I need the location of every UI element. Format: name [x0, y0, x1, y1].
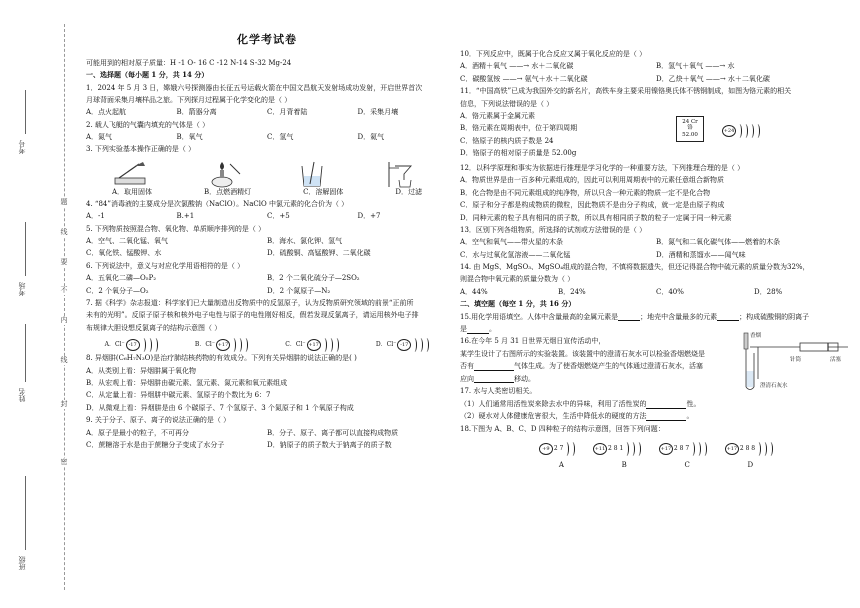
option[interactable]: C．原子和分子都是构成物质的微粒，因此物质不是由分子构成，就一定是由原子构成 [460, 201, 725, 210]
answer-blank[interactable] [646, 413, 686, 421]
ion-options [86, 336, 448, 354]
option[interactable]: B．24% [558, 287, 586, 296]
dissolve-beaker-icon [292, 160, 332, 188]
option[interactable]: A．铬元素属于金属元素 [460, 111, 536, 120]
particle-letter: C [684, 460, 690, 469]
particle-diagrams [460, 437, 852, 461]
question-text: 则混合物中氧元素的质量分数为（ ） [460, 275, 575, 284]
option[interactable]: D．硫酸铜、高锰酸钾、二氧化碳 [267, 249, 371, 258]
answer-blank[interactable] [618, 313, 640, 321]
option[interactable]: D．+7 [357, 212, 381, 221]
option[interactable]: C．氧化铁、锰酸钾、水 [86, 249, 162, 258]
question-text: 7. 据《科学》杂志报道：科学家们已大量制造出反物质中的反氢原子，认为反物质研究领域的前景“正前所 [86, 299, 414, 307]
question-text: 16.在今年 5 月 31 日世界无烟日宣传活动中， [460, 337, 606, 346]
field-exam-number[interactable]: 考号 [18, 140, 32, 154]
option-row [86, 133, 448, 145]
question-text: 8. 异烟肼(C₆H₇N₃O)是治疗肺结核药物的有效成分。下列有关异烟肼的说法正确的是( ) [86, 354, 357, 363]
seal-char: 线 [58, 356, 70, 365]
option[interactable]: B．2 个二氧化硫分子—2SO₂ [267, 274, 360, 283]
option[interactable]: B．箭器分离 [176, 108, 217, 117]
option[interactable]: A．点火起航 [86, 108, 127, 117]
option[interactable]: B．化合物是由不同元素组成的纯净物，所以只含一种元素的物质一定不是化合物 [460, 188, 711, 197]
particle-diagram: +11 2 8 1 [593, 442, 641, 456]
seal-char: 要 [58, 258, 70, 267]
question-text: 17. 水与人类密切相关。 [460, 387, 537, 396]
option-row [86, 237, 448, 249]
question-text: 4. “84”消毒液的主要成分是次氯酸钠（NaClO）。NaClO 中氯元素的化合价为（ ） [86, 199, 349, 208]
option[interactable]: D．同种元素的粒子具有相同的质子数，所以具有相同质子数的粒子一定属于同一种元素 [460, 213, 732, 222]
question-text: 5. 下列物质按照混合物、氧化物、单质顺序排列的是（ ） [86, 224, 266, 233]
question-text: 布规律大胆设想反氯离子的结构示意图（ ） [86, 323, 222, 332]
right-column [460, 0, 852, 471]
question-text: 2. 载人飞艇的气囊内填充的气体是（ ） [86, 120, 210, 129]
apparatus-label: 澄清石灰水 [760, 383, 788, 390]
question-text: 应向 移动。 [460, 374, 535, 383]
option-row [460, 62, 852, 74]
filtration-icon [383, 160, 423, 188]
option[interactable]: B．铬元素在周期表中，位于第四周期 [460, 124, 578, 133]
seal-char: 题 [58, 198, 70, 207]
option[interactable]: D．采集月壤 [357, 108, 399, 117]
option-row [460, 251, 852, 263]
seal-char: 内 [58, 316, 70, 325]
option[interactable]: D．28% [754, 287, 783, 296]
option[interactable]: D．过滤 [395, 187, 422, 196]
option[interactable]: C．氢气 [267, 133, 294, 142]
option[interactable]: C．水与过氧化氢溶液——二氧化锰 [460, 250, 571, 259]
option[interactable]: A．酒精＋氧气 ——→ 水＋二氧化碳 [460, 62, 574, 71]
particle-letter: B [621, 460, 627, 469]
question-text: 14. 由 MgS、MgSO₃、MgSO₄组成的混合物，不慎将数据遗失，但还记得混合物中硫元素的质量分数为32%， [460, 263, 810, 272]
particle-diagram: +17 2 8 8 [725, 442, 773, 456]
left-column [86, 0, 448, 453]
option[interactable]: D．钠原子的质子数大于钠离子的质子数 [267, 440, 392, 449]
field-class[interactable]: 班级 [18, 556, 32, 570]
chromium-structure: +24 [722, 124, 760, 138]
question-text: （2）硬水对人体健康危害很大，生活中降低水的硬度的方法 。 [460, 412, 694, 421]
option-row [86, 274, 448, 286]
option[interactable]: A．物质世界是由一百多种元素组成的，因此可以利用周期表中的元素任意组合新物质 [460, 176, 725, 185]
option[interactable]: C．40% [656, 287, 684, 296]
option-row [86, 287, 448, 299]
particle-letter: D [747, 460, 754, 469]
question-text: 6. 下列说法中，意义与对应化学用语相符的是（ ） [86, 261, 245, 270]
option-row [460, 75, 852, 87]
section-heading: 一、选择题（每小题 1 分，共 14 分） [86, 70, 209, 80]
question-text: 月球背面采集月壤样品之旅。下列探月过程属于化学变化的是（ ） [86, 95, 292, 104]
option[interactable]: B.+1 [176, 212, 195, 221]
particle-diagram: +9 2 7 [539, 442, 576, 456]
alcohol-lamp-icon [202, 160, 242, 188]
element-card: 24 Cr 铬 52.00 [676, 116, 704, 142]
answer-blank[interactable] [646, 401, 686, 409]
option[interactable]: D．从微观上看：异烟肼是由 6 个碳原子、7 个氢原子、3 个氮原子和 1 个氧原子构成 [86, 403, 354, 412]
question-text: 某学生设计了右图所示的实验装置。该装置中的澄清石灰水可以检验香烟燃烧是 [460, 349, 705, 358]
field-exam-room[interactable]: 考场 [18, 282, 32, 296]
option-row [86, 441, 448, 453]
q16-block [460, 333, 852, 390]
option[interactable]: B．氮气和二氧化碳气体——燃着的木条 [656, 238, 781, 247]
question-text: 是 。 [460, 325, 496, 334]
option[interactable]: C．从定量上看：异烟肼中碳元素、氢原子的个数比为 6：7 [86, 391, 271, 400]
option-row [86, 188, 448, 200]
option[interactable]: D．2 个氮原子—N₂ [267, 286, 331, 295]
apparatus-label: 针筒 [790, 357, 802, 364]
question-text: 15.用化学用语填空。人体中含量最高的金属元素是 ；地壳中含量最多的元素 ；构成硫酸铜的阴离子 [460, 312, 810, 321]
option[interactable]: A．取用固体 [111, 187, 153, 196]
ion-diagram[interactable]: C．Cl⁻ +17 [285, 338, 338, 352]
question-text: 18.下图为 A、B、C、D 四种粒子的结构示意图，回答下列问题： [460, 424, 665, 433]
question-text: 信息，下列说法错误的是（ ） [460, 99, 554, 108]
ion-diagram[interactable]: D．Cl⁻ -17 [376, 338, 430, 352]
question-text: 13．区别下列各组物质，所选择的试剂或方法错误的是（ ） [460, 225, 647, 234]
option[interactable]: A．氮气 [86, 133, 113, 142]
ion-diagram[interactable]: A．Cl⁻ -17 [105, 338, 158, 352]
question-text: 1．2024 年 5 月 3 日，嫦娥六号探测器由长征五号运载火箭在中国文昌航天发射场成功发射，开启世界首次 [86, 83, 423, 92]
option[interactable]: D．乙炔＋氧气 ——→ 水＋二氧化碳 [656, 74, 770, 83]
take-solid-icon [111, 160, 151, 188]
option[interactable]: C．碳酸氢铵 ——→ 氨气＋水＋二氧化碳 [460, 74, 588, 83]
option[interactable]: B．氧气 [176, 133, 203, 142]
question-text: 否有 气体生成。为了使香烟燃烧产生的气体通过澄清石灰水，活塞 [460, 362, 703, 371]
answer-blank[interactable] [717, 313, 739, 321]
particle-diagram: +17 2 8 7 [659, 442, 707, 456]
option-row [460, 238, 852, 250]
seal-char: 封 [58, 400, 70, 409]
q11-block [460, 112, 852, 164]
question-text: 10．下列反应中，既属于化合反应又属于氧化反应的是（ ） [460, 50, 647, 58]
option[interactable]: C．蔗糖溶于水是由于蔗糖分子变成了水分子 [86, 440, 225, 449]
option[interactable]: A．44% [460, 287, 488, 296]
option[interactable]: D．氦气 [357, 133, 385, 142]
option[interactable]: C．+5 [267, 212, 290, 221]
option[interactable]: A．空气和氧气——带火星的木条 [460, 238, 564, 247]
option[interactable]: A．原子是最小的粒子，不可再分 [86, 428, 190, 437]
option[interactable]: C．铬原子的核内质子数是 24 [460, 136, 554, 145]
question-text: （1）人们通常用活性炭来除去水中的异味，利用了活性炭的 性。 [460, 399, 701, 408]
particle-letters [460, 461, 852, 471]
seal-char: 密 [58, 458, 70, 467]
option[interactable]: C．月背着陆 [267, 108, 308, 117]
section-heading: 二、填空题（每空 1 分，共 16 分） [460, 299, 576, 309]
option[interactable]: D．酒精和蒸馏水——闻气味 [656, 250, 746, 259]
option-row [86, 249, 448, 261]
option[interactable]: B．点燃酒精灯 [203, 187, 252, 196]
option[interactable]: B．从宏观上看：异烟肼由碳元素、氢元素、氮元素和氧元素组成 [86, 378, 288, 387]
question-text: 9. 关于分子、原子、离子的说法正确的是（ ） [86, 416, 231, 425]
apparatus-label: 活塞 [830, 357, 842, 364]
option[interactable]: A．五氧化二磷—O₅P₂ [86, 274, 157, 283]
apparatus-label: 香烟 [750, 333, 762, 340]
page-title: 化学考试卷 [237, 33, 297, 46]
answer-blank[interactable] [474, 363, 514, 371]
option[interactable]: C．溶解固体 [303, 187, 344, 196]
field-name[interactable]: 姓名 [18, 388, 32, 402]
question-text: 未有的光明”。反原子原子核和核外电子电性与原子的电性刚好相反，假若发现反氯离子，请运用核外电子排 [86, 311, 419, 320]
answer-blank[interactable] [474, 375, 514, 383]
option-row [86, 429, 448, 441]
question-text: 11．“中国高铁”已成为我国外交的新名片，高铁车身主要采用镍铬奥氏体不锈钢制成，如图为铬元素的相关 [460, 87, 792, 96]
option[interactable]: A．空气、二氧化锰、氧气 [86, 237, 169, 246]
option[interactable]: B．分子、原子、离子都可以直接构成物质 [267, 428, 399, 437]
option[interactable]: B．海水、氯化钾、氢气 [267, 237, 343, 246]
lab-images [86, 160, 448, 188]
binding-margin [0, 0, 70, 608]
particle-letter: A [558, 460, 564, 469]
option[interactable]: A．-1 [86, 212, 105, 221]
option-row [86, 108, 448, 120]
seal-line [64, 24, 65, 590]
seal-char: 线 [58, 228, 70, 237]
option[interactable]: C．2 个氧分子—O₂ [86, 286, 149, 295]
question-text: 12．以科学原理和事实为依据进行推理是学习化学的一种重要方法，下列推理合理的是（ ） [460, 163, 745, 172]
option[interactable]: A．从类别上看：异烟肼属于氧化物 [86, 366, 197, 375]
option[interactable]: B．氢气＋氧气 ——→ 水 [656, 62, 735, 71]
question-text: 3. 下列实验基本操作正确的是（ ） [86, 145, 196, 154]
atomic-masses: 可能用到的相对原子质量：H -1 O- 16 C -12 N-14 S-32 Mg-24 [86, 58, 292, 67]
option-row [86, 212, 448, 224]
ion-diagram[interactable]: B．Cl⁻ +17 [195, 338, 248, 352]
seal-char: 不 [58, 286, 70, 295]
answer-blank[interactable] [467, 326, 489, 334]
option[interactable]: D．铬原子的相对原子质量是 52.00g [460, 149, 577, 158]
